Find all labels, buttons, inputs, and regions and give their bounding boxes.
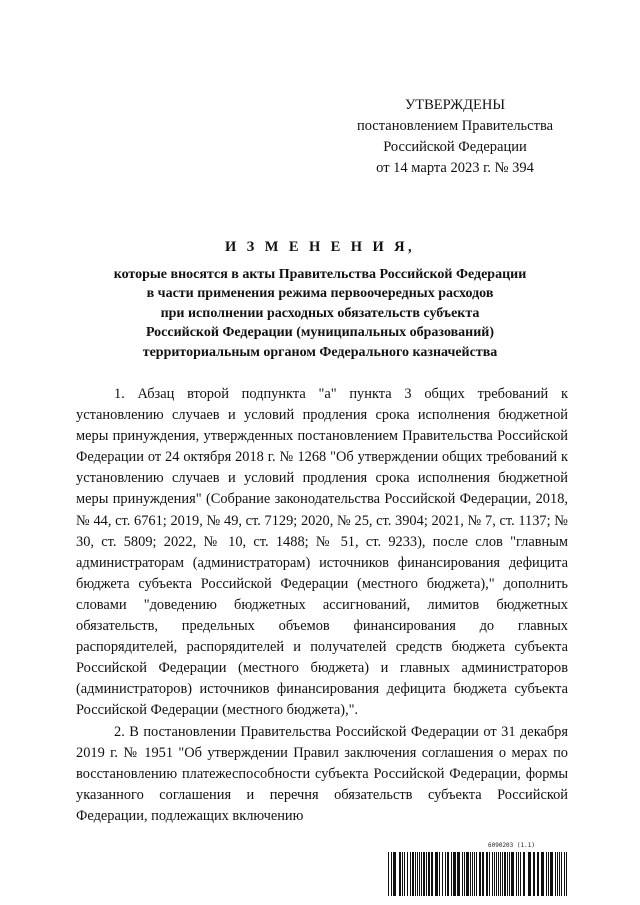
document-heading — [60, 238, 580, 362]
barcode-bar — [410, 852, 411, 896]
barcode-bar — [564, 852, 565, 896]
barcode-bar — [550, 852, 553, 896]
barcode-label: 6090203 (1.1) — [488, 842, 535, 849]
barcode-bar — [402, 852, 403, 896]
barcode-bar — [415, 852, 416, 896]
barcode-bar — [523, 852, 525, 896]
barcode-bar — [388, 852, 389, 896]
barcode-bar — [518, 852, 519, 896]
barcode-bar — [466, 852, 469, 896]
barcode-bar — [557, 852, 558, 896]
barcode-bar — [447, 852, 449, 896]
barcode-bar — [489, 852, 490, 896]
heading-line-5: территориальным органом Федерального казначейства — [142, 344, 498, 360]
barcode-bar — [507, 852, 508, 896]
barcode-bar — [528, 852, 531, 896]
barcode-bar — [479, 852, 481, 896]
barcode-bar — [559, 852, 560, 896]
paragraph-2: 2. В постановлении Правительства Российской Федерации от 31 декабря 2019 г. № 1951 "Об утверждении Правил заключения соглашения о мерах по восстановлению платежеспособности субъекта Российской Федерации, формы указанного соглашения и перечня обязательств субъекта Российской Федерации, подлежащих включению — [76, 723, 568, 824]
barcode-bar — [561, 852, 562, 896]
barcode-bar — [494, 852, 495, 896]
barcode-bar — [509, 852, 510, 896]
heading-line-3: при исполнении расходных обязательств субъекта — [160, 305, 480, 321]
barcode-bar — [502, 852, 503, 896]
barcode-bar — [496, 852, 497, 896]
approval-line-2: Российской Федерации — [383, 139, 527, 155]
barcode-bar — [492, 852, 493, 896]
barcode-bar — [566, 852, 567, 896]
barcode-bar — [476, 852, 477, 896]
barcode-bar — [421, 852, 422, 896]
heading-title: И З М Е Н Е Н И Я, — [224, 239, 416, 255]
barcode-bar — [548, 852, 549, 896]
barcode-bar — [417, 852, 418, 896]
heading-line-1: которые вносятся в акты Правительства Российской Федерации — [113, 266, 527, 282]
barcode-bar — [404, 852, 405, 896]
barcode-bar — [511, 852, 514, 896]
barcode-bar — [472, 852, 473, 896]
approval-title: УТВЕРЖДЕНЫ — [404, 97, 506, 113]
barcode-bar — [470, 852, 471, 896]
barcode-bar — [435, 852, 438, 896]
barcode-bar — [439, 852, 440, 896]
barcode-bar — [407, 852, 408, 896]
barcode-bar — [442, 852, 443, 896]
barcode-bar — [423, 852, 425, 896]
barcode-bar — [533, 852, 535, 896]
barcode-bar — [482, 852, 484, 896]
barcode-bar — [412, 852, 414, 896]
barcode-bar — [464, 852, 465, 896]
barcode-bar — [462, 852, 463, 896]
barcode-bar — [500, 852, 501, 896]
paragraph-1: 1. Абзац второй подпункта "а" пункта 3 общих требований к установлению случаев и условий продления срока исполнения бюджетной меры принуждения, утвержденных постановлением Правительства Российской Федерации от 24 октября 2018 г. № 1268 "Об утверждении общих требований к установлению случаев и условий продления срока исполнения бюджетной меры принуждения" (Собрание законодательства Российской Федерации, 2018, № 44, ст. 6761; 2019, № 49, ст. 7129; 2020, № 25, ст. 3904; 2021, № 7, ст. 1137; № 30, ст. 5809; 2022, № 10, ст. 1488; № 51, ст. 9233), после слов "главным администраторам (администраторам) источников финансирования дефицита бюджета субъекта Российской Федерации (местного бюджета)," дополнить словами "доведению бюджетных ассигнований, лимитов бюджетных обязательств, предельных объемов финансирования до главных распорядителей, распорядителей и получателей средств бюджета субъекта Российской Федерации (местного бюджета) и главных администраторов (администраторов) источников финансирования дефицита бюджета субъекта Российской Федерации (местного бюджета),". — [76, 386, 568, 719]
heading-line-4: Российской Федерации (муниципальных образований) — [145, 325, 495, 340]
barcode-bar — [546, 852, 547, 896]
barcode-bar — [504, 852, 506, 896]
barcode-bar — [541, 852, 544, 896]
barcode-bar — [391, 852, 392, 896]
barcode-bar — [555, 852, 556, 896]
barcode-bar — [516, 852, 517, 896]
approval-stamp — [330, 95, 580, 179]
barcode-bar — [537, 852, 539, 896]
heading-line-2: в части применения режима первоочередных расходов — [146, 286, 494, 301]
barcode-bar — [451, 852, 452, 896]
barcode-image — [388, 852, 568, 896]
barcode-bar — [498, 852, 499, 896]
barcode-bar — [474, 852, 475, 896]
barcode-bar — [453, 852, 456, 896]
barcode-bar — [419, 852, 420, 896]
barcode-bar — [431, 852, 433, 896]
barcode-bar — [520, 852, 521, 896]
barcode-bar — [428, 852, 430, 896]
approval-line-3: от 14 марта 2023 г. № 394 — [376, 160, 534, 176]
barcode-bar — [393, 852, 396, 896]
barcode-bar — [426, 852, 427, 896]
approval-line-1: постановлением Правительства — [356, 118, 554, 134]
barcode-bar — [399, 852, 401, 896]
barcode-bar — [457, 852, 460, 896]
document-body — [76, 384, 568, 827]
barcode-bar — [445, 852, 446, 896]
barcode-bar — [486, 852, 488, 896]
